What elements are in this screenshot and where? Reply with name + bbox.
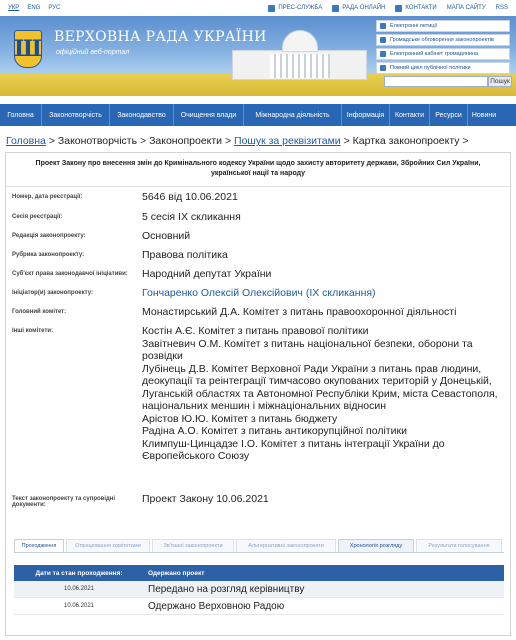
detail-row-session — [6, 211, 510, 230]
rada-online-link[interactable] — [332, 5, 385, 12]
breadcrumb-current: Картка законопроекту — [352, 135, 460, 147]
breadcrumb-search[interactable]: Пошук за реквізитами — [234, 135, 341, 147]
top-utility-bar — [0, 0, 516, 16]
detail-label: Сесія реєстрації: — [12, 214, 63, 220]
detail-label: Інші комітети: — [12, 328, 54, 334]
service-petitions-link[interactable] — [376, 20, 510, 32]
tab-alternative-bills[interactable]: Альтернативні законопроекти — [236, 539, 336, 552]
service-label: Громадське обговорення законопроектів — [390, 37, 494, 43]
service-label: Повний цикл публічної політики — [390, 65, 471, 71]
detail-label: Номер, дата реєстрації: — [12, 194, 83, 200]
detail-row-other-committees — [6, 325, 510, 493]
breadcrumb-bills[interactable]: Законопроекти — [149, 135, 223, 147]
committee-item: Лубінець Д.В. Комітет Верховної Ради України з питань прав людини, деокупації та реінтеграції тимчасово окупованих територій у Донецькій, Луганській областях та Автономної Республіки Крим, міста Севастополя, національних меншин і міжнаціональних відносин — [142, 362, 498, 412]
cabinet-icon — [380, 51, 386, 57]
nav-item-home[interactable]: Головна — [0, 104, 42, 126]
committee-item: Арістов Ю.Ю. Комітет з питань бюджету — [142, 412, 338, 425]
passage-status: Одержано Верховною Радою — [148, 600, 285, 612]
passage-date: 10.06.2021 — [63, 586, 95, 592]
e-services-list — [376, 20, 510, 76]
detail-row-number — [6, 191, 510, 211]
lang-eng-link[interactable]: ENG — [27, 5, 41, 11]
service-label: Електронний кабінет громадянина — [390, 51, 479, 57]
initiator-link[interactable]: Гончаренко Олексій Олексійович (IX скликання) — [142, 287, 376, 299]
rss-label: RSS — [495, 5, 508, 11]
breadcrumb-separator: > — [462, 135, 469, 147]
service-policy-cycle-link[interactable] — [376, 62, 510, 74]
committee-item: Климпуш-Цинцадзе І.О. Комітет з питань інтеграції України до Європейського Союзу — [142, 437, 445, 462]
detail-value: 5 сесія IX скликання — [142, 211, 241, 223]
breadcrumb — [0, 126, 516, 152]
table-row — [14, 598, 504, 615]
tab-committee-processing[interactable]: Опрацювання комітетами — [66, 539, 150, 552]
bill-tabs — [14, 539, 504, 553]
detail-row-documents — [6, 493, 510, 519]
detail-value: 5646 від 10.06.2021 — [142, 191, 238, 203]
search-button[interactable]: Пошук — [488, 76, 512, 87]
sitemap-label: МАПА САЙТУ — [446, 5, 486, 11]
table-row — [14, 581, 504, 598]
detail-label: Головний комітет: — [12, 309, 67, 315]
committee-item: Радіна А.О. Комітет з питань антикорупційної політики — [142, 425, 407, 437]
detail-label: Текст законопроекту та супровідні документи: — [12, 496, 116, 508]
rada-online-label: РАДА ОНЛАЙН — [342, 5, 386, 11]
tab-passage[interactable]: Проходження — [14, 539, 64, 552]
cycle-icon — [380, 65, 386, 71]
nav-item-news[interactable]: Новини — [471, 111, 497, 119]
search-input[interactable] — [384, 76, 488, 87]
contacts-link[interactable] — [395, 5, 436, 12]
breadcrumb-separator: > — [140, 135, 147, 147]
column-header-date: Дати та стан проходження: — [35, 569, 123, 577]
tab-chronology[interactable]: Хронологія розгляду — [338, 539, 414, 552]
breadcrumb-lawmaking[interactable]: Законотворчість — [57, 135, 138, 147]
passage-table — [14, 565, 504, 615]
press-icon — [268, 5, 275, 12]
contacts-icon — [395, 5, 402, 12]
nav-item-international[interactable]: Міжнародна діяльність — [244, 104, 342, 126]
breadcrumb-separator: > — [343, 135, 350, 147]
parliament-building-image — [232, 30, 367, 80]
breadcrumb-home[interactable]: Головна — [6, 135, 46, 147]
detail-value: Правова політика — [142, 249, 228, 261]
site-title[interactable]: ВЕРХОВНА РАДА УКРАЇНИ — [54, 29, 267, 45]
detail-row-rubric — [6, 249, 510, 268]
tab-related-bills[interactable]: Зв'язані законопроекти — [152, 539, 234, 552]
site-subtitle: офіційний веб-портал — [56, 49, 130, 56]
rss-link[interactable] — [496, 5, 508, 11]
document-link[interactable]: Проект Закону 10.06.2021 — [142, 493, 269, 505]
nav-item-lawmaking[interactable]: Законотворчість — [42, 104, 110, 126]
detail-row-initiator — [6, 287, 510, 306]
service-discussion-link[interactable] — [376, 34, 510, 46]
bill-card — [5, 152, 511, 636]
video-icon — [332, 5, 339, 12]
tab-voting-results[interactable]: Результати голосування — [416, 539, 502, 552]
press-service-label: ПРЕС-СЛУЖБА — [278, 5, 323, 11]
detail-value: Монастирський Д.А. Комітет з питань правоохоронної діяльності — [142, 306, 457, 318]
press-service-link[interactable] — [268, 5, 322, 12]
detail-value: Народний депутат України — [142, 268, 272, 280]
bill-details — [6, 187, 510, 519]
contacts-label: КОНТАКТИ — [405, 5, 437, 11]
utility-links — [268, 5, 508, 12]
nav-item-resources[interactable]: Ресурси — [430, 104, 468, 126]
bill-title: Проект Закону про внесення змін до Кримінального кодексу України щодо захисту авторитету держави, Збройних Сил України, української нації та народу — [6, 153, 510, 187]
detail-label: Рубрика законопроекту: — [12, 252, 85, 258]
nav-item-legislation[interactable]: Законодавство — [110, 104, 174, 126]
passage-date: 10.06.2021 — [63, 603, 95, 609]
nav-item-information[interactable]: Інформація — [342, 104, 390, 126]
petition-icon — [380, 23, 386, 29]
main-navigation — [0, 104, 516, 126]
discussion-icon — [380, 37, 386, 43]
service-label: Електронні петиції — [390, 23, 438, 29]
lang-ukr-link[interactable]: УКР — [8, 5, 20, 11]
detail-label: Суб'єкт права законодавчої ініціативи: — [12, 271, 128, 277]
nav-item-lustration[interactable]: Очищення влади — [174, 104, 244, 126]
nav-item-contacts[interactable]: Контакти — [390, 104, 430, 126]
detail-row-edition — [6, 230, 510, 249]
breadcrumb-separator: > — [48, 135, 55, 147]
detail-label: Ініціатор(и) законопроекту: — [12, 290, 93, 296]
detail-label: Редакція законопроекту: — [12, 233, 86, 239]
lang-rus-link[interactable]: РУС — [48, 5, 61, 11]
detail-row-subject — [6, 268, 510, 287]
passage-table-header — [14, 565, 504, 581]
coat-of-arms-logo[interactable]: Ш — [14, 30, 42, 68]
committee-list — [142, 325, 510, 493]
breadcrumb-separator: > — [224, 135, 232, 147]
column-header-status: Одержано проект — [148, 569, 205, 577]
sitemap-link[interactable] — [447, 5, 486, 11]
passage-status: Передано на розгляд керівництву — [148, 583, 305, 595]
committee-item: Завітневич О.М. Комітет з питань національної безпеки, оборони та розвідки — [142, 337, 473, 362]
detail-row-main-committee — [6, 306, 510, 325]
language-switcher — [8, 5, 60, 11]
detail-value: Основний — [142, 230, 191, 242]
service-cabinet-link[interactable] — [376, 48, 510, 60]
committee-item: Костін А.Є. Комітет з питань правової політики — [142, 325, 369, 337]
